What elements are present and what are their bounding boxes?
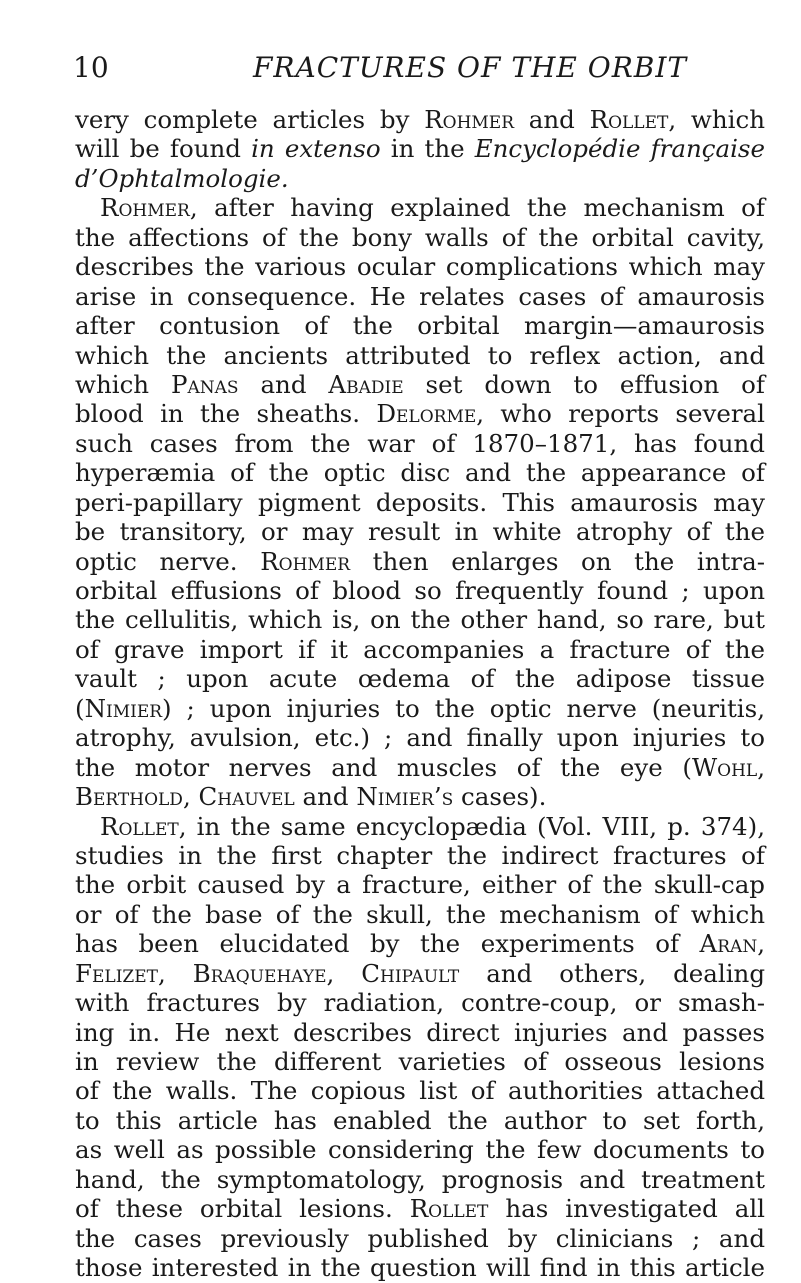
text-run: , [326,958,362,988]
page-number: 10 [73,51,109,84]
text-line [75,1194,765,1223]
text-line [75,870,765,899]
text-run: , [182,782,199,812]
text-run: the affections of the bony walls of the orbital cavity, [75,222,765,252]
text-line [75,1165,765,1194]
text-run: cases). [453,782,547,812]
author-name: Nimier’s [356,782,454,812]
text-run: hyperæmia of the optic disc and the appearance of [75,458,765,488]
author-name: Rollet [589,105,669,134]
text-run: , who reports several [476,399,765,429]
text-run: of grave import if it accompanies a fracture of the [75,634,765,664]
text-run: describes the various ocular complications which may [75,252,765,282]
text-run: those interested in the question will find in this article [75,1253,765,1283]
text-line [75,1253,765,1282]
body-text [75,105,765,1283]
text-run: of these orbital lesions. [75,1194,410,1224]
text-line [75,576,765,605]
text-line [75,282,765,311]
text-line [75,664,765,693]
author-name: Rohmer [100,193,190,223]
text-line [75,341,765,370]
text-run: set down to effusion of [403,369,765,399]
text-line [75,1047,765,1076]
text-run: blood in the sheaths. [75,399,377,429]
text-run: the motor nerves and muscles of the eye ( [75,752,692,782]
text-run: and others, dealing [459,958,766,988]
chapter-title: FRACTURES OF THE ORBIT [253,51,688,84]
text-run: has been elucidated by the experiments of [75,929,700,959]
text-line [75,105,765,134]
text-line [75,458,765,487]
italic-phrase: d’Ophtalmologie. [75,163,289,193]
author-name: Chipault [361,958,460,988]
text-run: , which [668,105,765,134]
text-line [75,134,765,163]
text-run: such cases from the war of 1870–1871, has found [75,428,765,458]
text-run: which [75,369,171,399]
text-line [75,605,765,634]
text-run: will be found [75,134,252,164]
text-run: ) ; upon injuries to the optic nerve (neuritis, [162,693,765,723]
text-run: hand, the symptomatology, prognosis and treatment [75,1164,765,1194]
text-run: atrophy, avulsion, etc.) ; and finally upon injuries to [75,723,765,753]
author-name: Rollet [409,1194,489,1224]
text-run: has investigated all [488,1194,765,1224]
text-line [75,635,765,664]
text-line [75,223,765,252]
text-run: and [514,105,590,134]
text-run: ( [75,693,85,723]
text-line [75,782,765,811]
text-run: the cases previously published by clinicians ; and [75,1223,765,1253]
text-line [75,1018,765,1047]
author-name: Delorme [376,399,477,429]
text-run: , in the same encyclopædia (Vol. VIII, p. 374), [178,811,765,841]
text-run: , [757,752,765,782]
text-run: after contusion of the orbital margin—amaurosis [75,311,765,341]
author-name: Berthold [75,782,183,812]
text-line [75,988,765,1017]
text-line [75,164,765,193]
text-line [75,370,765,399]
text-line [75,841,765,870]
text-line [75,1076,765,1105]
text-run: ing in. He next describes direct injuries and passes [75,1017,765,1047]
text-line [75,959,765,988]
text-run: or of the base of the skull, the mechanism of which [75,899,765,929]
text-line [75,929,765,958]
running-head [73,50,773,86]
text-run: and [294,782,357,812]
text-line [75,900,765,929]
text-run: with fractures by radiation, contre-coup, or smash- [75,988,765,1018]
author-name: Aran [699,929,758,959]
text-line [75,1106,765,1135]
text-run: vault ; upon acute œdema of the adipose tissue [75,664,765,694]
text-run: be transitory, or may result in white atrophy of the [75,517,765,547]
text-run: orbital effusions of blood so frequently found ; upon [75,576,765,605]
text-run: in the [380,134,475,164]
text-run: to this article has enabled the author to set forth, [75,1105,765,1135]
text-run: , [157,958,193,988]
text-run: of the walls. The copious list of authorities attached [75,1076,765,1106]
text-line [75,193,765,222]
text-line [75,399,765,428]
author-name: Felizet [75,958,158,988]
italic-phrase: Encyclopédie française [474,134,765,164]
italic-phrase: in extenso [251,134,381,164]
text-line [75,429,765,458]
text-run: peri-papillary pigment deposits. This amaurosis may [75,487,765,517]
text-line [75,547,765,576]
author-name: Rollet [100,811,179,841]
text-run: very complete articles by [75,105,425,134]
author-name: Panas [170,369,239,399]
text-line [75,694,765,723]
author-name: Wohl [691,752,758,782]
text-line [75,252,765,281]
text-line [75,1224,765,1253]
text-line [75,812,765,841]
author-name: Rohmer [260,546,351,576]
text-run: the cellulitis, which is, on the other hand, so rare, but [75,605,765,635]
text-line [75,311,765,340]
text-run: the orbit caused by a fracture, either of the skull-cap [75,870,765,900]
author-name: Nimier [84,693,163,723]
text-line [75,488,765,517]
text-line [75,753,765,782]
text-run: arise in consequence. He relates cases of amaurosis [75,281,765,311]
text-run: as well as possible considering the few documents to [75,1135,765,1165]
text-run: in review the different varieties of osseous lesions [75,1047,765,1076]
text-run: studies in the first chapter the indirect fractures of [75,840,765,870]
author-name: Rohmer [424,105,515,134]
text-line [75,517,765,546]
text-run: optic nerve. [75,546,261,576]
text-run: , [757,929,765,959]
author-name: Braquehaye [192,958,327,988]
author-name: Abadie [328,369,404,399]
text-line [75,1135,765,1164]
text-run: which the ancients attributed to reflex action, and [75,340,765,370]
author-name: Chauvel [198,782,295,812]
text-line [75,723,765,752]
text-run: , after having explained the mechanism of [189,193,765,223]
text-run: and [238,369,329,399]
text-run: then enlarges on the intra- [350,546,765,576]
